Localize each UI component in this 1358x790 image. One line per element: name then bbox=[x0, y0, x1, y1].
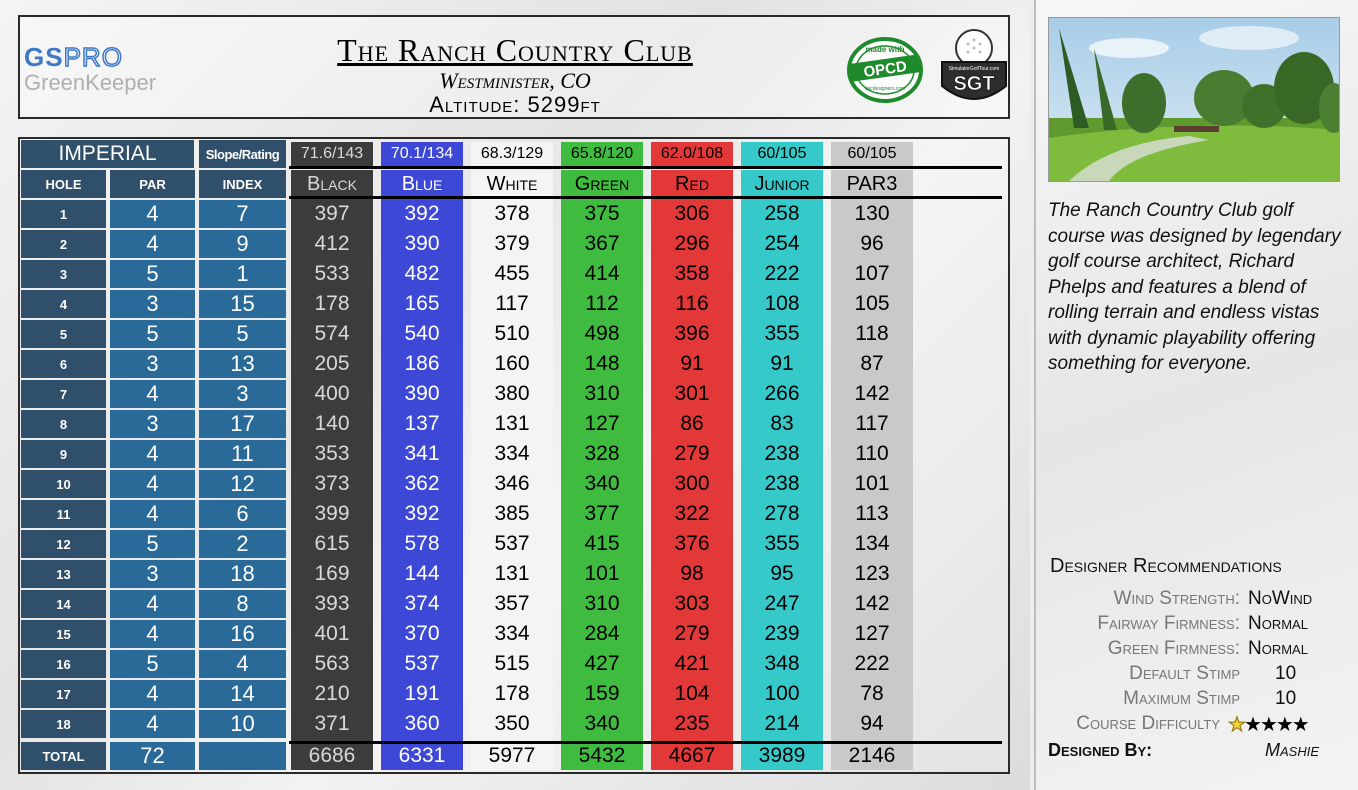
yardage: 131 bbox=[494, 562, 530, 585]
yardage: 515 bbox=[494, 652, 530, 675]
yardage: 360 bbox=[404, 712, 440, 735]
star-icon: ★ bbox=[1243, 714, 1260, 736]
yardage: 563 bbox=[314, 652, 350, 675]
yardage: 455 bbox=[494, 262, 530, 285]
yardage: 239 bbox=[764, 622, 800, 645]
index-value: 11 bbox=[199, 440, 286, 468]
par-value: 5 bbox=[110, 530, 195, 558]
yardage: 127 bbox=[854, 622, 890, 645]
tee-total-green: 5432 bbox=[578, 744, 626, 767]
sgt-badge-icon bbox=[938, 26, 1010, 112]
slope-rating-label: Slope/Rating bbox=[199, 140, 286, 168]
index-value: 17 bbox=[199, 410, 286, 438]
yardage: 421 bbox=[674, 652, 710, 675]
par-value: 4 bbox=[110, 620, 195, 648]
yardage: 160 bbox=[494, 352, 530, 375]
yardage: 210 bbox=[314, 682, 350, 705]
index-value: 12 bbox=[199, 470, 286, 498]
index-value: 6 bbox=[199, 500, 286, 528]
tee-total-red: 4667 bbox=[668, 744, 716, 767]
hole-header: HOLE bbox=[21, 170, 106, 198]
index-value: 10 bbox=[199, 710, 286, 738]
yardage: 341 bbox=[404, 442, 440, 465]
logo-gs: GS bbox=[24, 42, 64, 72]
par-value: 3 bbox=[110, 410, 195, 438]
yardage: 178 bbox=[494, 682, 530, 705]
logo-greenkeeper: GreenKeeper bbox=[24, 70, 157, 95]
yardage: 498 bbox=[584, 322, 620, 345]
yardage: 131 bbox=[494, 412, 530, 435]
yardage: 254 bbox=[764, 232, 800, 255]
yardage: 399 bbox=[314, 502, 350, 525]
star-icon: ★ bbox=[1259, 714, 1276, 736]
rec-label: Fairway Firmness: bbox=[1097, 613, 1240, 634]
hole-number: 8 bbox=[21, 410, 106, 438]
yardage: 310 bbox=[584, 382, 620, 405]
yardage: 357 bbox=[494, 592, 530, 615]
yardage: 101 bbox=[854, 472, 890, 495]
hole-number: 18 bbox=[21, 710, 106, 738]
yardage: 78 bbox=[860, 682, 884, 705]
yardage: 238 bbox=[764, 472, 800, 495]
rec-value: Normal bbox=[1248, 638, 1308, 659]
yardage: 296 bbox=[674, 232, 710, 255]
yardage: 375 bbox=[584, 202, 620, 225]
yardage: 334 bbox=[494, 622, 530, 645]
yardage: 169 bbox=[314, 562, 350, 585]
tee-name-white: White bbox=[486, 172, 538, 195]
yardage: 301 bbox=[674, 382, 710, 405]
yardage: 401 bbox=[314, 622, 350, 645]
yardage: 279 bbox=[674, 622, 710, 645]
hole-number: 12 bbox=[21, 530, 106, 558]
yardage: 144 bbox=[404, 562, 440, 585]
tee-name-par3: PAR3 bbox=[846, 172, 898, 195]
index-value: 1 bbox=[199, 260, 286, 288]
tee-name-black: Black bbox=[307, 172, 357, 195]
yardage: 107 bbox=[854, 262, 890, 285]
yardage: 96 bbox=[860, 232, 884, 255]
rec-label: Maximum Stimp bbox=[1123, 688, 1240, 709]
yardage: 358 bbox=[674, 262, 710, 285]
par-value: 4 bbox=[110, 440, 195, 468]
yardage: 390 bbox=[404, 382, 440, 405]
par-value: 4 bbox=[110, 680, 195, 708]
yardage: 482 bbox=[404, 262, 440, 285]
tee-rating-par3: 60/105 bbox=[831, 142, 913, 166]
tee-rating-green: 65.8/120 bbox=[561, 142, 643, 166]
yardage: 100 bbox=[764, 682, 800, 705]
par-header: PAR bbox=[110, 170, 195, 198]
difficulty-stars bbox=[1228, 712, 1308, 737]
sgt-badge-top-text: SimulatorGolfTour.com bbox=[948, 66, 1000, 72]
course-title: The Ranch Country Club bbox=[337, 32, 693, 68]
yardage: 340 bbox=[584, 472, 620, 495]
yardage: 306 bbox=[674, 202, 710, 225]
tee-name-green: Green bbox=[574, 172, 630, 195]
yardage: 142 bbox=[854, 382, 890, 405]
yardage: 94 bbox=[860, 712, 884, 735]
yardage: 340 bbox=[584, 712, 620, 735]
course-altitude: Altitude: 5299ft bbox=[429, 92, 601, 117]
par-value: 5 bbox=[110, 320, 195, 348]
yardage: 510 bbox=[494, 322, 530, 345]
yardage: 178 bbox=[314, 292, 350, 315]
yardage: 205 bbox=[314, 352, 350, 375]
yardage: 278 bbox=[764, 502, 800, 525]
yardage: 284 bbox=[584, 622, 620, 645]
index-value: 4 bbox=[199, 650, 286, 678]
hole-number: 4 bbox=[21, 290, 106, 318]
designed-by-label: Designed By: bbox=[1048, 740, 1153, 760]
yardage: 117 bbox=[855, 412, 889, 435]
tee-name-red: Red bbox=[675, 172, 709, 195]
yardage: 353 bbox=[314, 442, 350, 465]
tee-total-par3: 2146 bbox=[848, 744, 896, 767]
hole-number: 3 bbox=[21, 260, 106, 288]
hole-number: 2 bbox=[21, 230, 106, 258]
hole-number: 14 bbox=[21, 590, 106, 618]
yardage: 415 bbox=[584, 532, 620, 555]
opcd-badge-bottom-text: opcdesigners.com bbox=[864, 86, 906, 92]
hole-number: 6 bbox=[21, 350, 106, 378]
par-value: 3 bbox=[110, 560, 195, 588]
yardage: 310 bbox=[584, 592, 620, 615]
par-value: 4 bbox=[110, 200, 195, 228]
yardage: 116 bbox=[675, 292, 709, 315]
yardage: 140 bbox=[314, 412, 350, 435]
yardage: 393 bbox=[314, 592, 350, 615]
yardage: 346 bbox=[494, 472, 530, 495]
yardage: 392 bbox=[404, 202, 440, 225]
yardage: 104 bbox=[674, 682, 710, 705]
yardage: 537 bbox=[494, 532, 530, 555]
yardage: 266 bbox=[764, 382, 800, 405]
header-bottom-rule bbox=[289, 196, 1002, 199]
tee-total-blue: 6331 bbox=[398, 744, 446, 767]
par-value: 5 bbox=[110, 260, 195, 288]
index-value: 13 bbox=[199, 350, 286, 378]
yardage: 91 bbox=[770, 352, 794, 375]
par-value: 3 bbox=[110, 350, 195, 378]
yardage: 165 bbox=[404, 292, 440, 315]
course-photo bbox=[1048, 17, 1340, 182]
course-location: Westminister, CO bbox=[439, 68, 591, 93]
star-icon: ★ bbox=[1275, 714, 1292, 736]
total-par: 72 bbox=[110, 742, 195, 770]
index-value: 16 bbox=[199, 620, 286, 648]
hole-number: 15 bbox=[21, 620, 106, 648]
yardage: 322 bbox=[674, 502, 710, 525]
yardage: 214 bbox=[764, 712, 800, 735]
yardage: 247 bbox=[764, 592, 800, 615]
yardage: 397 bbox=[314, 202, 350, 225]
par-value: 4 bbox=[110, 500, 195, 528]
yardage: 235 bbox=[674, 712, 710, 735]
yardage: 303 bbox=[674, 592, 710, 615]
hole-number: 13 bbox=[21, 560, 106, 588]
index-header: INDEX bbox=[199, 170, 286, 198]
tee-rating-blue: 70.1/134 bbox=[381, 142, 463, 166]
index-value: 3 bbox=[199, 380, 286, 408]
yardage: 222 bbox=[764, 262, 800, 285]
yardage: 279 bbox=[674, 442, 710, 465]
hole-number: 9 bbox=[21, 440, 106, 468]
tee-rating-white: 68.3/129 bbox=[471, 142, 553, 166]
yardage: 362 bbox=[404, 472, 440, 495]
yardage: 334 bbox=[494, 442, 530, 465]
yardage: 373 bbox=[314, 472, 350, 495]
yardage: 427 bbox=[584, 652, 620, 675]
yardage: 374 bbox=[404, 592, 440, 615]
yardage: 137 bbox=[404, 412, 440, 435]
index-value: 7 bbox=[199, 200, 286, 228]
recommendations-title: Designer Recommendations bbox=[1050, 555, 1282, 577]
yardage: 110 bbox=[855, 442, 889, 465]
yardage: 540 bbox=[404, 322, 440, 345]
yardage: 159 bbox=[584, 682, 620, 705]
hole-number: 16 bbox=[21, 650, 106, 678]
yardage: 376 bbox=[674, 532, 710, 555]
opcd-badge-top-text: made with bbox=[865, 45, 905, 54]
logo-pro: PRO bbox=[63, 42, 123, 72]
yardage: 385 bbox=[494, 502, 530, 525]
par-value: 5 bbox=[110, 650, 195, 678]
rec-value: 10 bbox=[1275, 663, 1297, 684]
yardage: 186 bbox=[404, 352, 440, 375]
tee-total-white: 5977 bbox=[488, 744, 536, 767]
yardage: 123 bbox=[854, 562, 890, 585]
hole-number: 10 bbox=[21, 470, 106, 498]
index-value: 15 bbox=[199, 290, 286, 318]
yardage: 392 bbox=[404, 502, 440, 525]
rec-label: Green Firmness: bbox=[1107, 638, 1240, 659]
rec-value: 10 bbox=[1275, 688, 1297, 709]
rec-value: NoWind bbox=[1248, 588, 1313, 609]
yardage: 350 bbox=[494, 712, 530, 735]
tee-total-junior: 3989 bbox=[758, 744, 806, 767]
tee-rating-black: 71.6/143 bbox=[291, 142, 373, 166]
index-value: 18 bbox=[199, 560, 286, 588]
index-value: 5 bbox=[199, 320, 286, 348]
unit-label: IMPERIAL bbox=[21, 140, 194, 168]
yardage: 222 bbox=[854, 652, 890, 675]
yardage: 191 bbox=[404, 682, 440, 705]
total-rule bbox=[289, 741, 1002, 744]
yardage: 130 bbox=[854, 202, 890, 225]
tee-rating-junior: 60/105 bbox=[741, 142, 823, 166]
tee-rating-red: 62.0/108 bbox=[651, 142, 733, 166]
par-value: 3 bbox=[110, 290, 195, 318]
par-value: 4 bbox=[110, 470, 195, 498]
index-value: 8 bbox=[199, 590, 286, 618]
tee-name-blue: Blue bbox=[401, 172, 443, 195]
star-icon: ★ bbox=[1291, 714, 1308, 736]
yardage: 379 bbox=[494, 232, 530, 255]
yardage: 378 bbox=[494, 202, 530, 225]
yardage: 134 bbox=[854, 532, 890, 555]
course-description: The Ranch Country Club golf course was designed by legendary golf course architect, Richard Phelps and features a blend of rolling terrain and endless vistas with dynamic playability offering something for everyone. bbox=[1048, 200, 1341, 374]
yardage: 380 bbox=[494, 382, 530, 405]
rec-label: Default Stimp bbox=[1129, 663, 1240, 684]
yardage: 355 bbox=[764, 532, 800, 555]
yardage: 127 bbox=[584, 412, 620, 435]
yardage: 87 bbox=[860, 352, 884, 375]
par-value: 4 bbox=[110, 710, 195, 738]
yardage: 117 bbox=[495, 292, 529, 315]
total-index-blank bbox=[199, 742, 286, 770]
opcd-badge-text: OPCD bbox=[862, 58, 908, 81]
hole-number: 1 bbox=[21, 200, 106, 228]
yardage: 118 bbox=[855, 322, 889, 345]
yardage: 396 bbox=[674, 322, 710, 345]
yardage: 537 bbox=[404, 652, 440, 675]
yardage: 400 bbox=[314, 382, 350, 405]
header-top-rule bbox=[289, 166, 1002, 169]
par-value: 4 bbox=[110, 380, 195, 408]
yardage: 95 bbox=[770, 562, 794, 585]
tee-name-junior: Junior bbox=[754, 172, 810, 195]
yardage: 371 bbox=[314, 712, 350, 735]
yardage: 142 bbox=[854, 592, 890, 615]
yardage: 533 bbox=[314, 262, 350, 285]
index-value: 2 bbox=[199, 530, 286, 558]
index-value: 14 bbox=[199, 680, 286, 708]
hole-number: 17 bbox=[21, 680, 106, 708]
yardage: 414 bbox=[584, 262, 620, 285]
difficulty-label: Course Difficulty bbox=[1076, 713, 1220, 734]
yardage: 348 bbox=[764, 652, 800, 675]
rec-label: Wind Strength: bbox=[1113, 588, 1240, 609]
opcd-badge-icon bbox=[846, 36, 924, 104]
yardage: 574 bbox=[314, 322, 350, 345]
sgt-badge-text: SGT bbox=[953, 73, 995, 95]
yardage: 148 bbox=[584, 352, 620, 375]
yardage: 412 bbox=[314, 232, 350, 255]
tee-total-black: 6686 bbox=[308, 744, 356, 767]
designed-by-value: Mashie bbox=[1265, 740, 1320, 760]
hole-number: 5 bbox=[21, 320, 106, 348]
index-value: 9 bbox=[199, 230, 286, 258]
yardage: 355 bbox=[764, 322, 800, 345]
yardage: 113 bbox=[855, 502, 889, 525]
yardage: 105 bbox=[854, 292, 890, 315]
star-icon: ★ bbox=[1228, 714, 1244, 736]
yardage: 578 bbox=[404, 532, 440, 555]
yardage: 300 bbox=[674, 472, 710, 495]
yardage: 108 bbox=[764, 292, 800, 315]
yardage: 377 bbox=[584, 502, 620, 525]
yardage: 615 bbox=[314, 532, 350, 555]
rec-value: Normal bbox=[1248, 613, 1308, 634]
hole-number: 7 bbox=[21, 380, 106, 408]
yardage: 91 bbox=[680, 352, 704, 375]
yardage: 370 bbox=[404, 622, 440, 645]
yardage: 390 bbox=[404, 232, 440, 255]
gspro-logo bbox=[24, 44, 156, 94]
hole-number: 11 bbox=[21, 500, 106, 528]
yardage: 101 bbox=[584, 562, 620, 585]
par-value: 4 bbox=[110, 590, 195, 618]
yardage: 328 bbox=[584, 442, 620, 465]
yardage: 367 bbox=[584, 232, 620, 255]
yardage: 86 bbox=[680, 412, 704, 435]
yardage: 98 bbox=[680, 562, 704, 585]
yardage: 83 bbox=[770, 412, 794, 435]
par-value: 4 bbox=[110, 230, 195, 258]
yardage: 258 bbox=[764, 202, 800, 225]
yardage: 112 bbox=[585, 292, 619, 315]
yardage: 238 bbox=[764, 442, 800, 465]
total-label: TOTAL bbox=[21, 742, 106, 770]
